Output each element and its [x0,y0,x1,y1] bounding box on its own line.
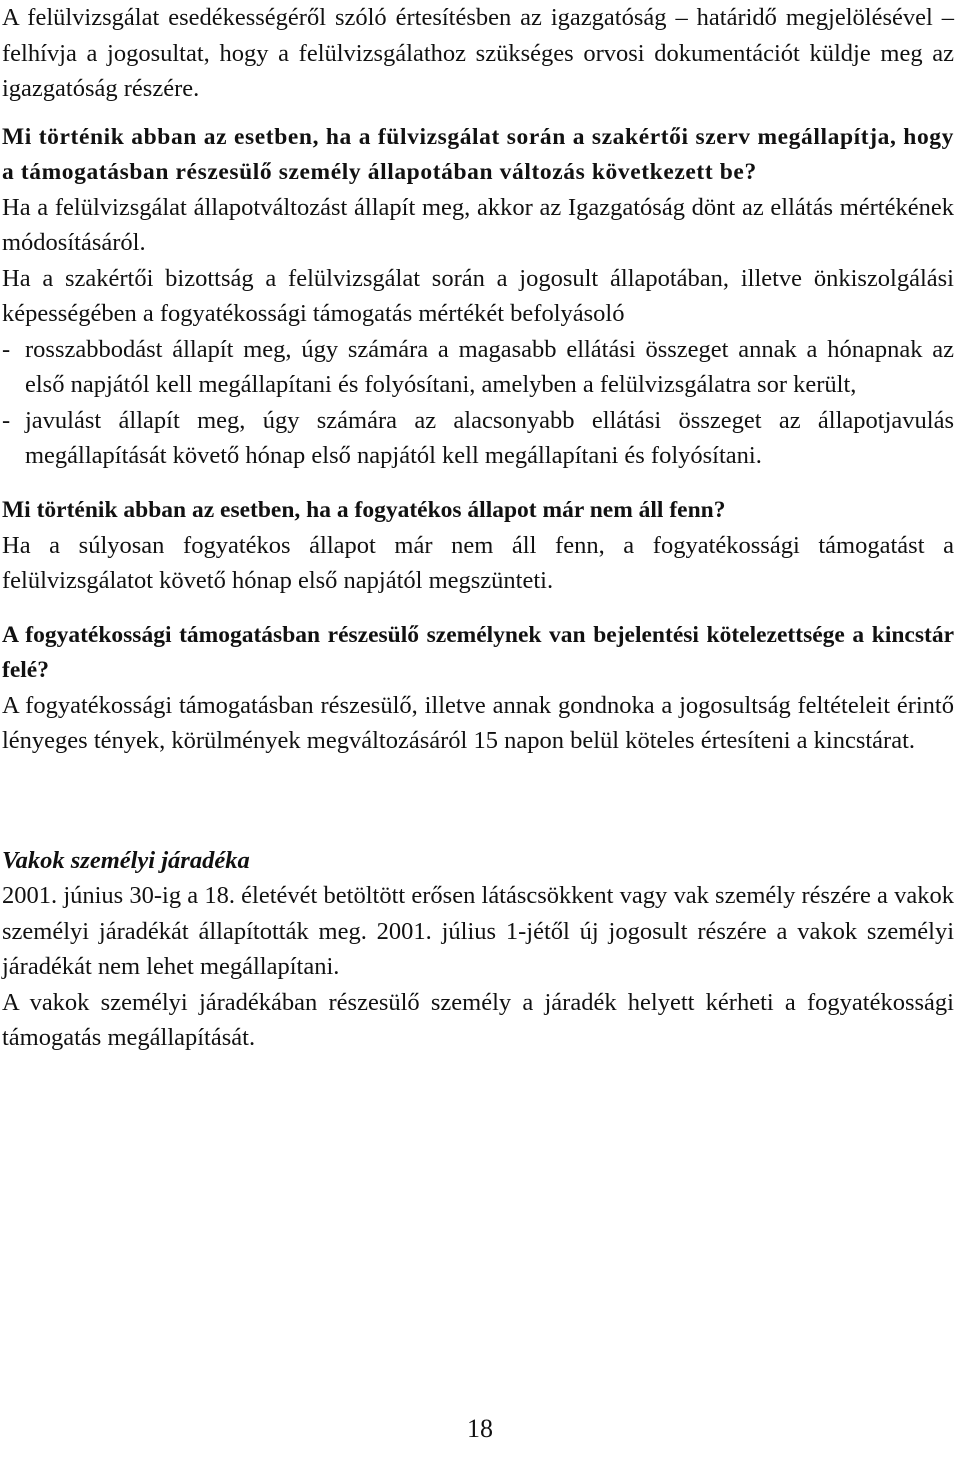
dash-bullet: - [2,335,11,363]
spacer [2,474,954,493]
section-paragraph-2: A vakok személyi járadékában részesülő személy a járadék helyett kérheti a fogyatékossági támogatás megállapítását. [2,988,954,1051]
spacer [2,759,954,843]
list-item-text: rosszabbodást állapít meg, úgy számára a magasabb ellátási összeget annak a hónapnak az első napjától kell megállapítani és folyósítani, amelyben a felülvizsgálatra sor került, [25,335,954,398]
spacer [2,107,954,120]
answer-status-change: Ha a felülvizsgálat állapotváltozást állapít meg, akkor az Igazgatóság dönt az ellátás mértékének módosításáról. [2,193,954,256]
list-item-text: javulást állapít meg, úgy számára az alacsonyabb ellátási összeget az állapotjavulás megállapítását követő hónap első napjától kell megállapítani és folyósítani. [25,406,954,469]
answer-committee-findings: Ha a szakértői bizottság a felülvizsgálat során a jogosult állapotában, illetve önkiszolgálási képességében a fogyatékossági támogatás mértékét befolyásoló [2,264,954,327]
intro-paragraph: A felülvizsgálat esedékességéről szóló értesítésben az igazgatóság – határidő megjelölésével – felhívja a jogosultat, hogy a felülvizsgálathoz szükséges orvosi dokumentációt küldje meg az igazgatóság részére. [2,4,954,102]
section-paragraph-1: 2001. június 30-ig a 18. életévét betöltött erősen látáscsökkent vagy vak személy részére a vakok személyi járadékát állapították meg. 2001. július 1-jétől új jogosult részére a vakok személyi járadékát nem lehet megállapítani. [2,882,954,980]
section-heading: Vakok személyi járadéka [2,846,250,874]
question-no-longer-disabled: Mi történik abban az esetben, ha a fogyatékos állapot már nem áll fenn? [2,496,726,523]
page-number: 18 [467,1414,493,1443]
dash-bullet: - [2,406,11,434]
answer-reporting-obligation: A fogyatékossági támogatásban részesülő, illetve annak gondnoka a jogosultság feltételeit érintő lényeges tények, körülmények megváltozásáról 15 napon belül köteles értesíteni a kincstárat. [2,691,954,754]
question-status-change: Mi történik abban az esetben, ha a fülvizsgálat során a szakértői szerv megállapítja, hogy a támogatásban részesülő személy állapotában változás következett be? [2,123,954,185]
spacer [2,599,954,618]
answer-no-longer-disabled: Ha a súlyosan fogyatékos állapot már nem áll fenn, a fogyatékossági támogatást a felülvizsgálatot követő hónap első napjától megszünteti. [2,531,954,594]
document-page [2,0,954,1056]
question-reporting-obligation: A fogyatékossági támogatásban részesülő személynek van bejelentési kötelezettsége a kincstár felé? [2,621,954,683]
list-item-worsening [2,332,954,403]
list-item-improvement [2,403,954,474]
